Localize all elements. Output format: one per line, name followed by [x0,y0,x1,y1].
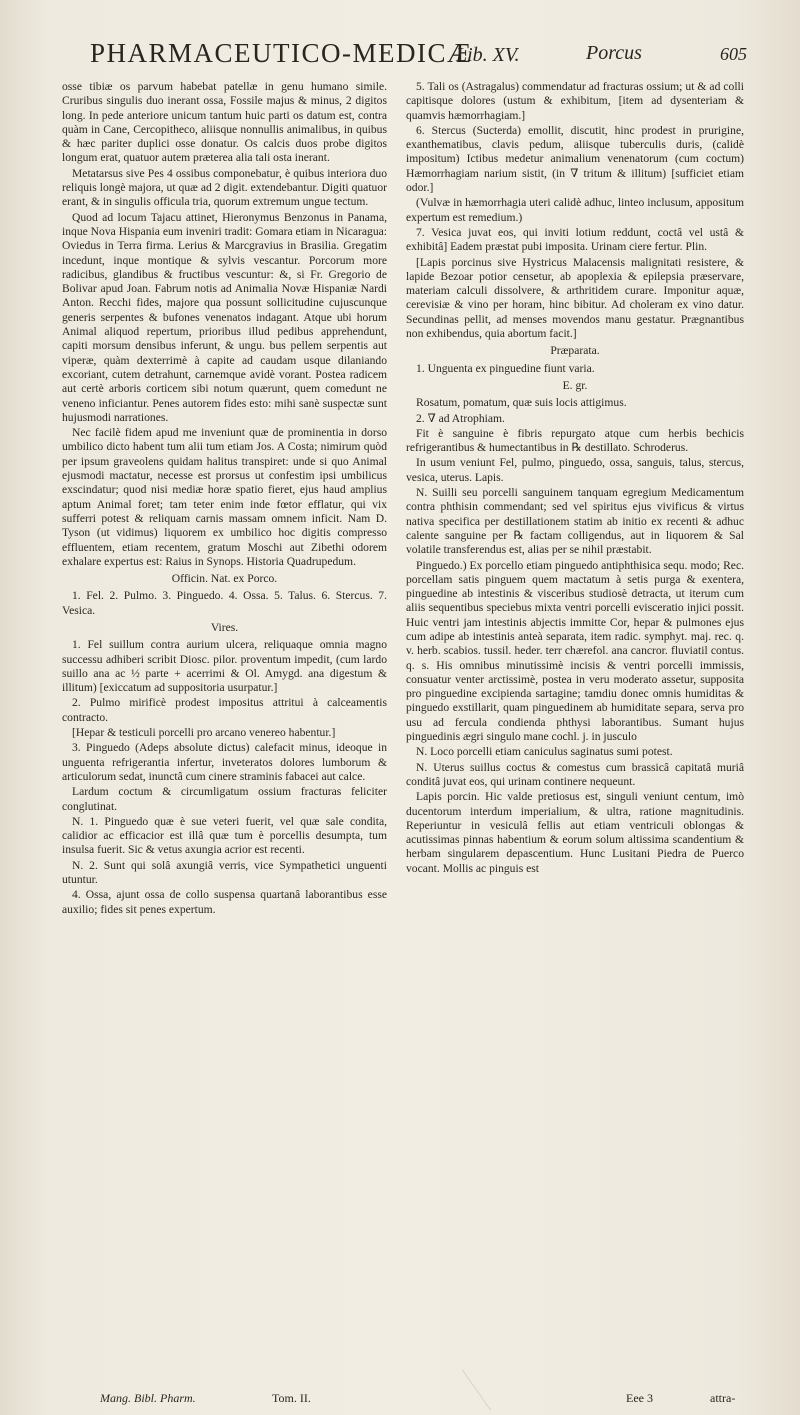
paragraph: 2. Pulmo mirificè prodest impositus attritui à calceamentis contracto. [62,696,387,724]
left-column [62,80,387,1379]
paragraph: 2. ∇ ad Atrophiam. [416,411,505,425]
paragraph: 4. Ossa, ajunt ossa de collo suspensa quartanâ laborantibus esse auxilio; fides sit penes expertum. [62,888,387,916]
book-number: Lib. XV. [456,44,520,66]
paragraph: 6. Stercus (Sucterda) emollit, discutit, hinc prodest in prurigine, exanthematibus, clavis pedum, aliisque tuberculis duris, (calidè impositum) Ictibus medetur animalium venenatorum (cum coctum) Hæmorrhagiam narium sistit, (in ∇ tritum & illitum) [sufficiet etiam odor.] [406,123,744,195]
paragraph: N. Loco porcelli etiam caniculus saginatus sumi potest. [416,745,673,759]
paragraph: 1. Fel suillum contra aurium ulcera, reliquaque omnia magno successu adhiberi scribit Diosc. pilor. proventum impedit, (cum lardo suillo ana ac ½ parte + acerrimi & Ol. Amygd. ana digestum & illitum) [exiccatum ad suppositoria usurpatur.] [62,638,387,695]
paragraph: N. 2. Sunt qui solâ axungiâ verris, vice Sympathetici unguenti utuntur. [62,858,387,887]
paragraph: In usum veniunt Fel, pulmo, pinguedo, ossa, sanguis, talus, stercus, vesica, uterus. Lapis. [406,456,744,484]
paragraph: Quod ad locum Tajacu attinet, Hieronymus Benzonus in Panama, inque Nova Hispania eum inveniri tradit: Gomara etiam in Nicaragua: Oviedus in Terra firma. Lerius & Marcgravius in Brasilia. Gregatim incedunt, inque montique & sylvis vescantur. Porcorum more radicibus, glandibus & fructibus vescuntur: &, si Fr. Gregorio de Bolivar apud Joan. Fabrum notis ad Animalia Novæ Hispaniæ Nardi Anton. Recchi fides, majore qua possunt sollicitudine cujuscunque generis serpentes & bufones venenatos indagant. Atque ubi horum Animal aliquod repertum, prioribus illud pedibus apprehendunt, capiti morsum densibus inferunt, & ungu. bus pellem serpentis aut viperæ, quàm dexterrimè à capite ad caudam usque dilaniando excoriant, cutem detrahunt, carnemque avidè vorant. Postea radicem aut certè arboris corticem sibi notum quærunt, quem comedunt ne veneno inficiantur. Penes autorem fides esto: mihi sanè suspectæ sunt hujusmodi narrationes. [62,210,387,424]
footer-signature: Mang. Bibl. Pharm. [100,1391,196,1405]
subheading: E. gr. [562,378,588,392]
paragraph: 7. Vesica juvat eos, qui inviti lotium reddunt, coctâ vel ustâ & exhibitâ] Eadem præstat pubi imposita. Urinam ciere fertur. Plin. [406,225,744,254]
section-heading: Officin. Nat. ex Porco. [171,572,278,586]
paragraph: N. 1. Pinguedo quæ è sue veteri fuerit, vel quæ sale condita, calidior ac efficacior est illâ quæ tum è porcellis desumpta, tum insulsa fuerit. Sic & vetus axungia acrior est recenti. [62,814,387,857]
paragraph: Rosatum, pomatum, quæ suis locis attigimus. [416,396,627,410]
paragraph: N. Suilli seu porcelli sanguinem tanquam egregium Medicamentum contra phthisin commendant; sed vel spiritus ejus vivificus & virtus nativa specifica per destillationem statim ab initio ex recenti & adhuc calente sanguine per ℞ factam colligendus, aut in liquorem & Sal volatile transferendus est, alias per se nihil præstabit. [406,486,744,557]
paragraph: (Vulvæ in hæmorrhagia uteri calidè adhuc, linteo inclusum, appositum expertum est remedium.) [406,196,744,224]
paragraph: osse tibiæ os parvum habebat patellæ in genu humano simile. Cruribus singulis duo inerant ossa, Fossile majus & minus, 2 digitos long. In pede anteriore unicum tantum huic parti os datum est, contra quàm in Cane, Cercopitheco, aliisque nonnullis animalibus, in quibus & hæc pariter duplici osse donatur. Os calcis duos probe digitos longum erat, quatuor autem præterea alia tali osta inerant. [62,80,387,165]
page-header [90,38,760,74]
paragraph: 1. Fel. 2. Pulmo. 3. Pinguedo. 4. Ossa. 5. Talus. 6. Stercus. 7. Vesica. [62,589,387,617]
running-title: PHARMACEUTICO-MEDICÆ [90,38,473,68]
page-number: 605 [720,44,747,64]
section-heading: Præparata. [550,344,600,358]
paragraph: Pinguedo.) Ex porcello etiam pinguedo antiphthisica sequ. modo; Rec. porcellam satis pinguem quem mactatum à setis purga & exentera, pinguedine ab intestinis & visceribus studiosè detracta, ut iterum cum aliis sequentibus speciebus mixta ventri porcelli evisceratio injici possit. Huic ventri jam intestinis abjectis immitte Cor, hepar & pulmones ejus cum adipe ab intestinis anteà separata, item radic. symphyt. maj. rec. q. v. herb. scabios. tussil. heder. terr chærefol. ana cancror. fluviatil contus. q. s. His omnibus minutissimè incisis & ventri porcelli immissis, consuatur venter arctissimè, postea in veru moderato assetur, supposita pro pinguedine excipienda sartagine; tamdiu donec omnis humiditas & pinguedo exstillarit, quam pinguedinem ab humiditate separa, serva pro usu ad fercula condienda phthysi laborantibus. Sumant hujus pinguedinis ægri singulo mane cochl. j. in jusculo [406,558,744,744]
paragraph: 5. Tali os (Astragalus) commendatur ad fracturas ossium; ut & ad colli capitisque dolores (ustum & exhibitum, [item ad dysenteriam & quamvis hæmorrhagiam.] [406,80,744,122]
volume-label: Tom. II. [272,1391,311,1405]
paragraph: Lardum coctum & circumligatum ossium fracturas feliciter conglutinat. [62,785,387,813]
section-heading: Vires. [210,620,239,634]
paragraph: 3. Pinguedo (Adeps absolute dictus) calefacit minus, ideoque in unguenta refrigerantia infertur, inveteratos dolores lumborum & articulorum sedat, inunctâ cum cinere straminis fabacei aut calce. [62,741,387,783]
right-column [406,80,744,1379]
paragraph: [Hepar & testiculi porcelli pro arcano venereo habentur.] [72,726,336,740]
paragraph: Metatarsus sive Pes 4 ossibus componebatur, è quibus interiora duo reliquis longè majora, ut quæ ad 2 digit. extendebantur. Digiti quatuor erant, & in singulis officula tria, quorum extremum ungue tectum. [62,166,387,209]
paragraph: Lapis porcin. Hic valde pretiosus est, singuli veniunt centum, imò ducentorum interdum imperialium, & ultra, ratione magnitudinis. Reperiuntur in vesiculâ fellis aut etiam ventriculi oblongas & acutissimas pinnas habentium & eorum solum altissima scandentium & herbam singularem depascentium. Hunc Lusitani Piedra de Puerco vocant. Mollis ac pinguis est [406,790,744,875]
signature-mark: Eee 3 [626,1391,653,1405]
catchword: attra- [710,1391,736,1405]
paragraph: Fit è sanguine è fibris repurgato atque cum herbis bechicis refrigerantibus & humectantibus in ℞ destillato. Schroderus. [406,426,744,455]
paragraph: 1. Unguenta ex pinguedine fiunt varia. [416,361,595,375]
paragraph: Nec facilè fidem apud me inveniunt quæ de prominentia in dorso umbilico dicto habent tum alii tum etiam Jos. A Costa; nimirum quòd per ipsum graveolens quidam halitus transpiret: unde si quo Animal ejusmodi mactatur, necesse est prorsus ut confestim ipsi umbilicus exscindatur; quod nisi mediæ horæ spatio fieret, ejus haud amplius aptum Animal foret; tam teter enim inde fœtor efflatur, qui vix sufferri potest & reliquam carnis massam omnem inficit. Nam D. Tyson (ut vidimus) liquorem ex umbilico hoc digitis compresso effluentem, etiam recentem, gratum Moschi aut Zibethi odorem exhalare expertus est: Raius in Synops. Historia Quadrupedum. [62,426,387,568]
page-topic: Porcus [586,42,642,64]
paragraph: [Lapis porcinus sive Hystricus Malacensis malignitati resistere, & lapide Bezoar potior censetur, ab apoplexia & epilepsia præservare, materiam calculi dissolvere, & arthritidem curare. Imponitur aquæ, cerevisiæ & vino per horam, hinc bibitur. Ad choleram ex vino datur. Secundinas pellit, ad menses movendos manu gestatur. Prægnantibus non exhibendus, quia abortum facit.] [406,255,744,341]
paragraph: N. Uterus suillus coctus & comestus cum brassicâ capitatâ muriâ conditâ juvat eos, qui urinam continere nequeunt. [406,760,744,788]
